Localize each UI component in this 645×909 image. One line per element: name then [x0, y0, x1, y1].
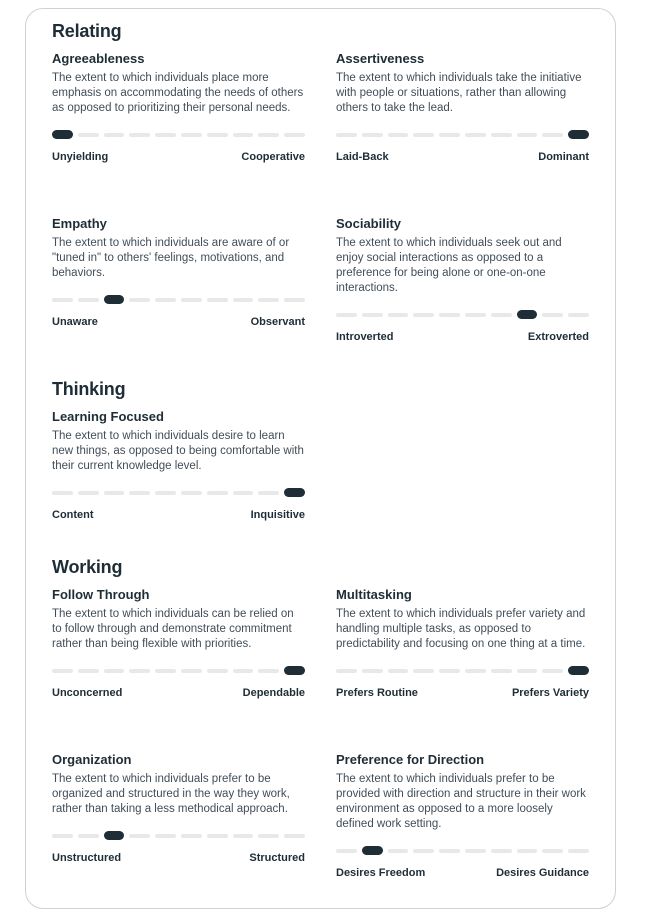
trait-right-pole-label: Dominant	[538, 151, 589, 163]
trait-name: Learning Focused	[52, 409, 164, 424]
scale-segment	[233, 669, 254, 673]
scale-segment	[207, 834, 228, 838]
trait-right-pole-label: Cooperative	[241, 151, 305, 163]
trait-pole-labels	[336, 151, 589, 164]
scale-segment	[233, 298, 254, 302]
scale-segment	[207, 669, 228, 673]
trait-scale	[336, 666, 589, 675]
scale-segment	[491, 849, 512, 853]
scale-segment	[465, 669, 486, 673]
scale-segment	[517, 669, 538, 673]
trait-section	[52, 556, 589, 880]
scale-segment	[491, 313, 512, 317]
trait-left-pole-label: Unaware	[52, 316, 98, 328]
trait-name: Follow Through	[52, 587, 150, 602]
trait-section	[52, 378, 589, 522]
scale-segment	[491, 133, 512, 137]
section-title: Thinking	[52, 379, 126, 399]
scale-segment	[388, 669, 409, 673]
scale-segment	[362, 133, 383, 137]
scale-segment-active	[568, 130, 589, 139]
trait-right-pole-label: Inquisitive	[250, 509, 305, 521]
scale-segment	[52, 834, 73, 838]
trait-name: Agreeableness	[52, 51, 145, 66]
trait-scale	[336, 846, 589, 855]
trait-left-pole-label: Content	[52, 509, 94, 521]
trait-description: The extent to which individuals place more emphasis on accommodating the needs of others as opposed to prioritizing their personal needs.	[52, 72, 304, 114]
trait-card	[52, 752, 305, 865]
trait-left-pole-label: Laid-Back	[336, 151, 389, 163]
trait-right-pole-label: Dependable	[242, 687, 305, 699]
scale-segment	[542, 313, 563, 317]
scale-segment	[78, 834, 99, 838]
scale-segment	[52, 669, 73, 673]
scale-segment	[129, 298, 150, 302]
scale-segment	[413, 849, 434, 853]
scale-segment	[233, 491, 254, 495]
scale-segment-active	[284, 488, 305, 497]
scale-segment	[155, 298, 176, 302]
trait-card	[336, 587, 589, 700]
scale-segment	[542, 849, 563, 853]
trait-grid	[52, 51, 589, 344]
scale-segment	[439, 313, 460, 317]
scale-segment	[78, 298, 99, 302]
trait-name: Sociability	[336, 216, 402, 231]
scale-segment	[465, 313, 486, 317]
scale-segment	[129, 491, 150, 495]
scale-segment	[388, 313, 409, 317]
trait-pole-labels	[336, 867, 589, 880]
scale-segment	[207, 298, 228, 302]
personality-report-card	[25, 8, 616, 909]
trait-description: The extent to which individuals seek out and enjoy social interactions as opposed to a preference for being alone or one-on-one interactions.	[336, 237, 562, 294]
trait-description: The extent to which individuals desire to learn new things, as opposed to being comfortable with their current knowledge level.	[52, 430, 304, 472]
trait-scale	[52, 666, 305, 675]
scale-segment	[52, 491, 73, 495]
scale-segment	[155, 133, 176, 137]
scale-segment	[233, 834, 254, 838]
trait-grid	[52, 587, 589, 880]
trait-left-pole-label: Unconcerned	[52, 687, 123, 699]
trait-scale	[52, 831, 305, 840]
trait-pole-labels	[52, 852, 305, 865]
trait-right-pole-label: Extroverted	[527, 331, 589, 343]
scale-segment	[568, 849, 589, 853]
trait-description: The extent to which individuals can be relied on to follow through and demonstrate commitment rather than being flexible with priorities.	[52, 608, 294, 650]
scale-segment	[517, 849, 538, 853]
trait-card	[52, 409, 305, 522]
scale-segment	[413, 669, 434, 673]
scale-segment	[284, 834, 305, 838]
scale-segment	[129, 834, 150, 838]
trait-pole-labels	[336, 687, 589, 700]
scale-segment	[78, 133, 99, 137]
scale-segment	[491, 669, 512, 673]
trait-description: The extent to which individuals take the initiative with people or situations, rather than allowing others to take the lead.	[336, 72, 582, 114]
scale-segment	[439, 849, 460, 853]
scale-segment	[336, 313, 357, 317]
scale-segment	[181, 491, 202, 495]
scale-segment	[155, 669, 176, 673]
section-title: Working	[52, 557, 123, 577]
scale-segment	[129, 669, 150, 673]
scale-segment	[439, 669, 460, 673]
scale-segment	[336, 849, 357, 853]
trait-right-pole-label: Observant	[250, 316, 305, 328]
scale-segment	[181, 834, 202, 838]
scale-segment	[465, 133, 486, 137]
trait-name: Preference for Direction	[336, 752, 485, 767]
scale-segment	[388, 849, 409, 853]
scale-segment	[207, 491, 228, 495]
trait-card	[52, 216, 305, 329]
scale-segment	[388, 133, 409, 137]
scale-segment	[517, 133, 538, 137]
trait-card	[336, 752, 589, 880]
trait-pole-labels	[52, 316, 305, 329]
trait-scale	[52, 295, 305, 304]
scale-segment-active	[104, 295, 125, 304]
scale-segment	[258, 298, 279, 302]
trait-left-pole-label: Introverted	[336, 331, 394, 343]
trait-section	[52, 20, 589, 344]
scale-segment-active	[284, 666, 305, 675]
trait-left-pole-label: Unyielding	[52, 151, 109, 163]
scale-segment	[413, 133, 434, 137]
trait-card	[52, 51, 305, 164]
trait-name: Multitasking	[336, 587, 412, 602]
scale-segment	[258, 491, 279, 495]
scale-segment	[181, 133, 202, 137]
trait-right-pole-label: Structured	[249, 852, 305, 864]
trait-left-pole-label: Unstructured	[52, 852, 122, 864]
scale-segment	[155, 491, 176, 495]
scale-segment-active	[362, 846, 383, 855]
scale-segment-active	[517, 310, 538, 319]
trait-right-pole-label: Desires Guidance	[496, 867, 589, 879]
scale-segment	[362, 313, 383, 317]
trait-card	[52, 587, 305, 700]
scale-segment	[284, 133, 305, 137]
scale-segment	[542, 133, 563, 137]
trait-scale	[52, 488, 305, 497]
scale-segment	[104, 133, 125, 137]
scale-segment	[104, 669, 125, 673]
scale-segment	[155, 834, 176, 838]
trait-scale	[52, 130, 305, 139]
scale-segment	[233, 133, 254, 137]
scale-segment	[52, 298, 73, 302]
trait-description: The extent to which individuals prefer variety and handling multiple tasks, as opposed to predictability and focusing on one thing at a time.	[336, 608, 586, 650]
trait-right-pole-label: Prefers Variety	[511, 687, 589, 699]
trait-card	[336, 51, 589, 164]
trait-name: Assertiveness	[336, 51, 425, 66]
scale-segment	[465, 849, 486, 853]
scale-segment	[413, 313, 434, 317]
sections	[52, 20, 589, 880]
scale-segment	[104, 491, 125, 495]
scale-segment-active	[568, 666, 589, 675]
trait-grid	[52, 409, 589, 522]
trait-description: The extent to which individuals prefer to be provided with direction and structure in their work environment as opposed to a more loosely defined work setting.	[336, 773, 586, 830]
trait-pole-labels	[52, 687, 305, 700]
trait-pole-labels	[336, 331, 589, 344]
trait-description: The extent to which individuals prefer to be organized and structured in the way they work, rather than taking a less methodical approach.	[52, 773, 290, 815]
scale-segment	[362, 669, 383, 673]
scale-segment	[336, 669, 357, 673]
scale-segment	[78, 669, 99, 673]
trait-pole-labels	[52, 151, 305, 164]
scale-segment	[78, 491, 99, 495]
scale-segment	[439, 133, 460, 137]
scale-segment	[258, 133, 279, 137]
scale-segment	[336, 133, 357, 137]
scale-segment	[181, 298, 202, 302]
scale-segment	[284, 298, 305, 302]
scale-segment	[207, 133, 228, 137]
trait-scale	[336, 130, 589, 139]
scale-segment-active	[52, 130, 73, 139]
scale-segment	[129, 133, 150, 137]
scale-segment	[542, 669, 563, 673]
trait-card	[336, 216, 589, 344]
scale-segment	[258, 669, 279, 673]
trait-scale	[336, 310, 589, 319]
scale-segment	[258, 834, 279, 838]
trait-name: Organization	[52, 752, 132, 767]
trait-name: Empathy	[52, 216, 107, 231]
trait-pole-labels	[52, 509, 305, 522]
trait-left-pole-label: Desires Freedom	[336, 867, 426, 879]
scale-segment	[181, 669, 202, 673]
section-title: Relating	[52, 21, 122, 41]
scale-segment	[568, 313, 589, 317]
trait-description: The extent to which individuals are aware of or "tuned in" to others' feelings, motivations, and behaviors.	[52, 237, 290, 279]
trait-left-pole-label: Prefers Routine	[336, 687, 418, 699]
scale-segment-active	[104, 831, 125, 840]
